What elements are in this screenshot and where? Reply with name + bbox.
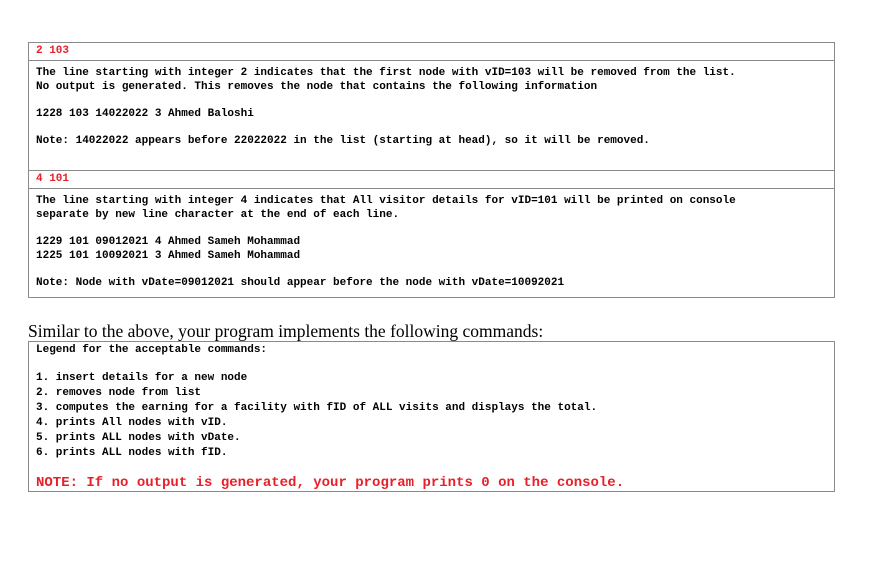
legend-item: 5. prints ALL nodes with vDate. — [36, 432, 241, 444]
intro-text: Similar to the above, your program implements the following commands: — [28, 321, 544, 341]
command-4-description-box — [28, 188, 835, 298]
description-line: No output is generated. This removes the node that contains the following information — [36, 81, 598, 93]
legend-box — [28, 341, 835, 492]
description-line: The line starting with integer 4 indicates that All visitor details for vID=101 will be printed on console — [36, 195, 736, 207]
command-text: 2 103 — [36, 45, 70, 57]
record-line: 1225 101 10092021 3 Ahmed Sameh Mohammad — [36, 250, 301, 262]
legend-item: 2. removes node from list — [36, 387, 202, 399]
legend-item: 3. computes the earning for a facility with fID of ALL visits and displays the total. — [36, 402, 598, 414]
record-line: 1228 103 14022022 3 Ahmed Baloshi — [36, 108, 254, 120]
legend-item: 1. insert details for a new node — [36, 372, 248, 384]
record-line: 1229 101 09012021 4 Ahmed Sameh Mohammad — [36, 236, 301, 248]
legend-title: Legend for the acceptable commands: — [36, 344, 268, 356]
description-line: separate by new line character at the end of each line. — [36, 209, 400, 221]
legend-item: 6. prints ALL nodes with fID. — [36, 447, 228, 459]
description-line: The line starting with integer 2 indicates that the first node with vID=103 will be removed from the list. — [36, 67, 736, 79]
command-2-description-box — [28, 60, 835, 171]
note-line: Note: Node with vDate=09012021 should appear before the node with vDate=10092021 — [36, 277, 565, 289]
legend-item: 4. prints All nodes with vID. — [36, 417, 228, 429]
command-text: 4 101 — [36, 173, 70, 185]
command-row-4-101 — [28, 170, 835, 189]
note-line: Note: 14022022 appears before 22022022 in the list (starting at head), so it will be removed. — [36, 135, 650, 147]
legend-note: NOTE: If no output is generated, your program prints 0 on the console. — [36, 475, 625, 491]
command-row-2-103 — [28, 42, 835, 61]
